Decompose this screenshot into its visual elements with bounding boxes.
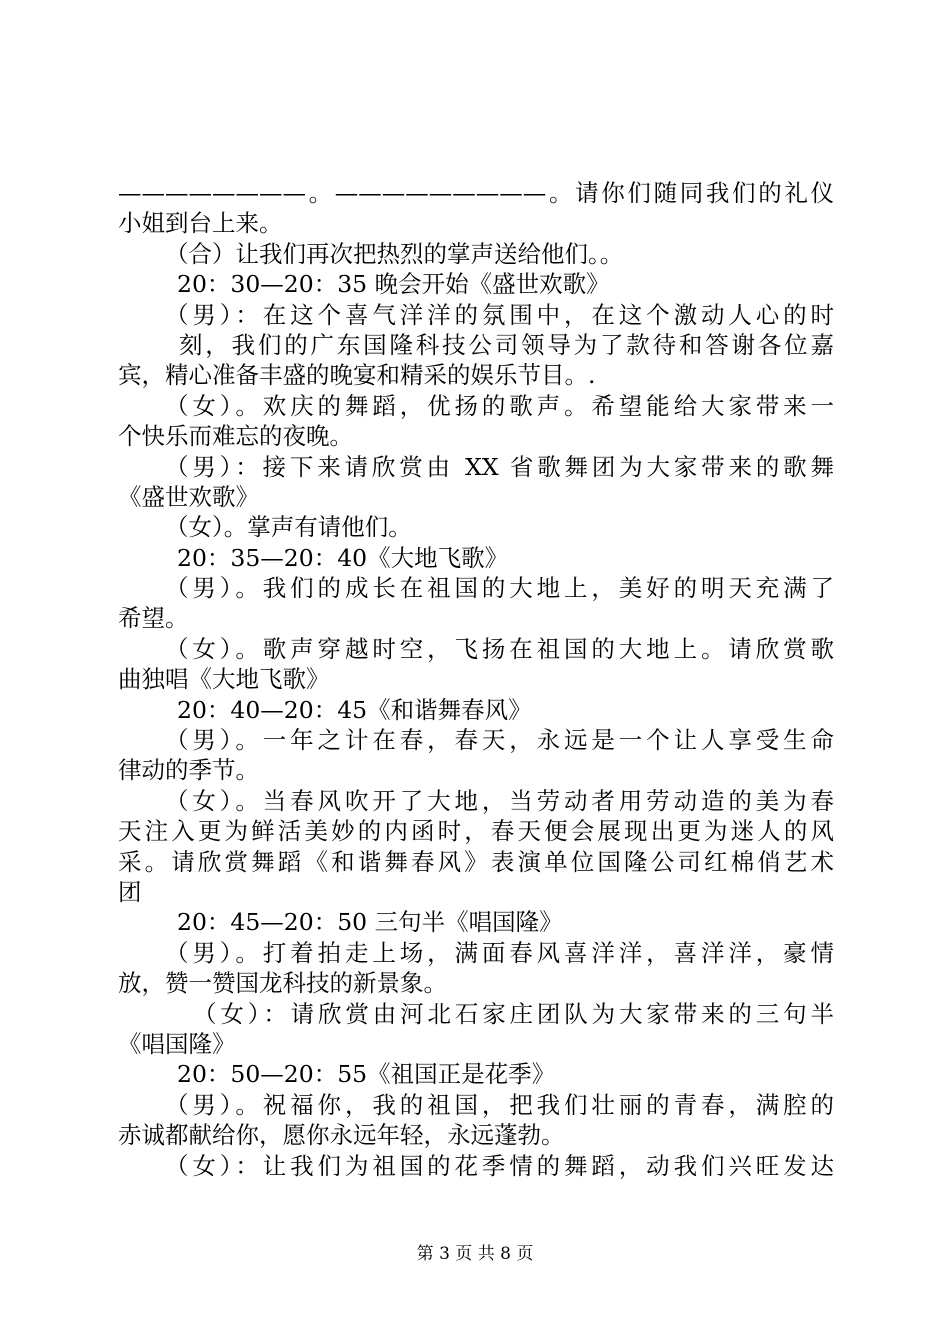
text-line: 《唱国隆》 <box>118 1029 236 1058</box>
text-line: 小姐到台上来。 <box>118 209 283 238</box>
page-footer: 第 3 页 共 8 页 <box>416 1244 534 1264</box>
schedule-heading: 20：30—20：35 晚会开始《盛世欢歌》 <box>177 270 610 299</box>
text-line: （合）让我们再次把热烈的掌声送给他们。。 <box>165 239 624 268</box>
text-line: 刻，我们的广东国隆科技公司领导为了款待和答谢各位嘉 <box>179 330 834 359</box>
document-body <box>118 178 834 1181</box>
text-line: 团 <box>118 877 142 906</box>
text-line: 个快乐而难忘的夜晚。 <box>118 422 353 451</box>
text-line: （女）。掌声有请他们。 <box>165 513 412 542</box>
text-line: 赤诚都献给你，愿你永远年轻，永远蓬勃。 <box>118 1121 565 1150</box>
text-line: 采。请欣赏舞蹈《和谐舞春风》表演单位国隆公司红棉俏艺术 <box>118 847 834 876</box>
text-line: （男）。打着拍走上场，满面春风喜洋洋，喜洋洋，豪情 <box>165 938 834 967</box>
text-line: 《盛世欢歌》 <box>118 482 259 511</box>
text-line: 曲独唱《大地飞歌》 <box>118 665 330 694</box>
text-line: （女）。歌声穿越时空，飞扬在祖国的大地上。请欣赏歌 <box>165 634 834 663</box>
text-line: （男）。一年之计在春，春天，永远是一个让人享受生命 <box>165 726 834 755</box>
text-line: 律动的季节。 <box>118 756 259 785</box>
schedule-heading: 20：45—20：50 三句半《唱国隆》 <box>177 908 563 937</box>
text-line: （女）：让我们为祖国的花季情的舞蹈，动我们兴旺发达 <box>165 1151 834 1180</box>
text-line: 放，赞一赞国龙科技的新景象。 <box>118 969 447 998</box>
text-line: （男）：在这个喜气洋洋的氛围中，在这个激动人心的时 <box>165 300 834 329</box>
text-line: ————————。—————————。请你们随同我们的礼仪 <box>118 179 834 207</box>
text-line: （男）。祝福你，我的祖国，把我们壮丽的青春，满腔的 <box>165 1090 834 1119</box>
text-line: （女）：请欣赏由河北石家庄团队为大家带来的三句半 <box>193 999 834 1028</box>
schedule-heading: 20：50—20：55《祖国正是花季》 <box>177 1060 556 1089</box>
text-line: （男）。我们的成长在祖国的大地上，美好的明天充满了 <box>165 574 834 603</box>
text-line: （女）。欢庆的舞蹈，优扬的歌声。希望能给大家带来一 <box>165 391 834 420</box>
text-line: 希望。 <box>118 604 189 633</box>
text-line: （女）。当春风吹开了大地，当劳动者用劳动造的美为春 <box>165 786 834 815</box>
text-line: 天注入更为鲜活美妙的内函时，春天便会展现出更为迷人的风 <box>118 817 834 846</box>
text-line: （男）：接下来请欣赏由 XX 省歌舞团为大家带来的歌舞 <box>165 452 834 481</box>
schedule-heading: 20：35—20：40《大地飞歌》 <box>177 543 509 572</box>
schedule-heading: 20：40—20：45《和谐舞春风》 <box>177 695 532 724</box>
text-line: 宾，精心准备丰盛的晚宴和精采的娱乐节目。. <box>118 361 596 390</box>
